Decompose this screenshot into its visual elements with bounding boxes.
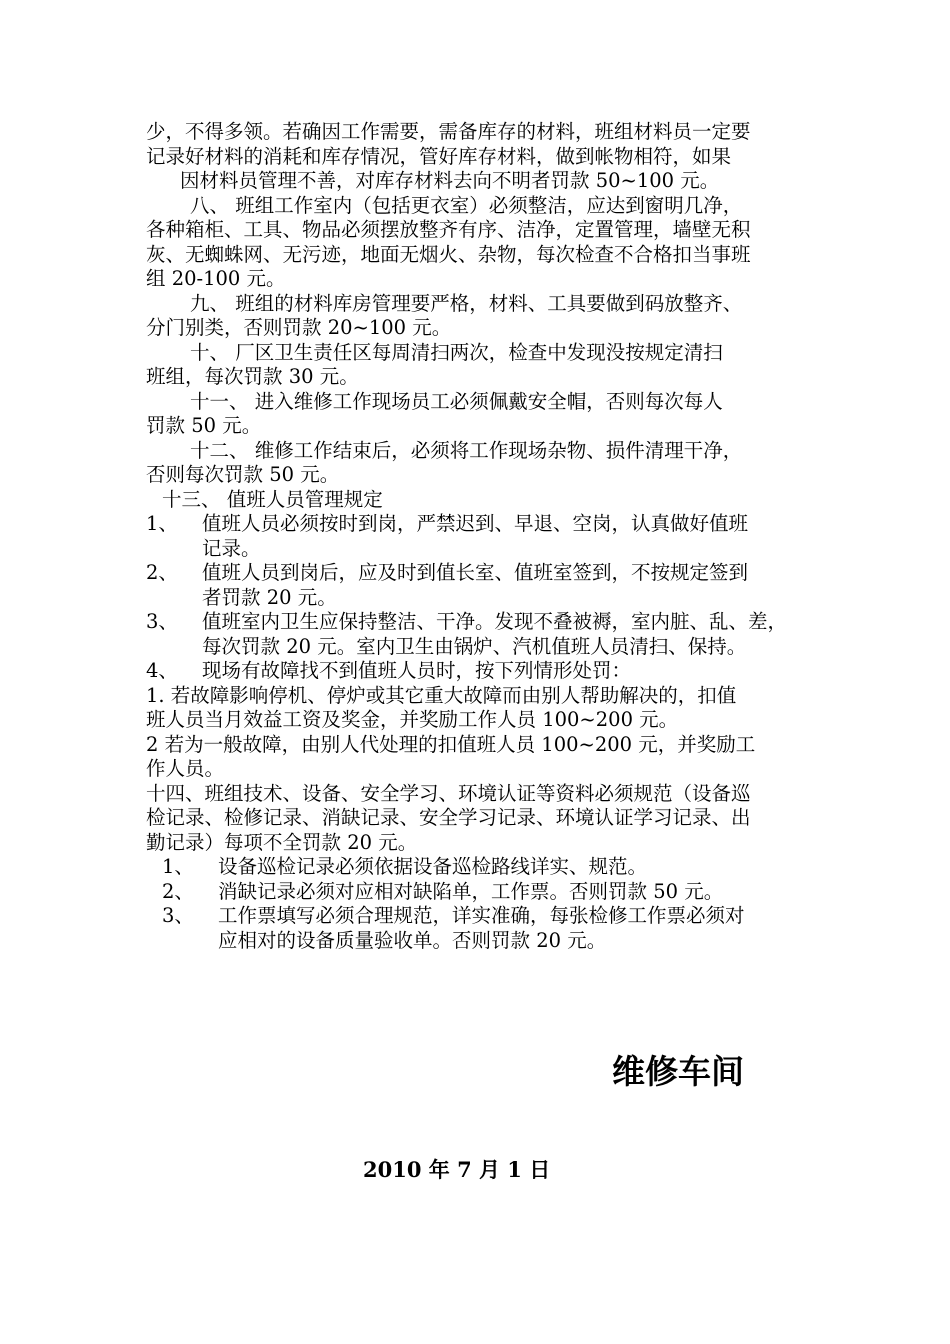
text-line: 分门别类，否则罚款 20~100 元。: [146, 316, 452, 339]
list-number: 1、: [146, 512, 178, 535]
text-line: 十二、 维修工作结束后，必须将工作现场杂物、损件清理干净，: [190, 438, 743, 462]
text-line: 十四、班组技术、设备、安全学习、环境认证等资料必须规范（设备巡: [146, 781, 751, 805]
list-item-continuation: 记录。: [202, 536, 261, 560]
text-line: 组 20-100 元。: [146, 267, 286, 290]
list-text: 值班人员到岗后，应及时到值长室、值班室签到，不按规定签到: [202, 561, 749, 584]
text-line: 十、 厂区卫生责任区每周清扫两次，检查中发现没按规定清扫: [190, 340, 723, 364]
document-body: [146, 120, 814, 953]
text-line: 少，不得多领。若确因工作需要，需备库存的材料，班组材料员一定要: [146, 120, 751, 143]
text-line: 勤记录）每项不全罚款 20 元。: [146, 830, 418, 854]
signature-department: 维修车间: [612, 1052, 744, 1091]
list-text: 消缺记录必须对应相对缺陷单，工作票。否则罚款 50 元。: [218, 879, 724, 903]
list-item: [146, 855, 814, 880]
list-number: 3、: [162, 904, 194, 927]
text-line: 检记录、检修记录、消缺记录、安全学习记录、环境认证学习记录、出: [146, 806, 751, 829]
text-line: 1. 若故障影响停机、停炉或其它重大故障而由别人帮助解决的，扣值: [146, 683, 737, 707]
list-item: [146, 880, 814, 905]
document-date: 2010 年 7 月 1 日: [363, 1157, 551, 1182]
text-line: 九、 班组的材料库房管理要严格，材料、工具要做到码放整齐、: [190, 291, 743, 315]
list-item: [146, 610, 814, 635]
text-line: 否则每次罚款 50 元。: [146, 463, 340, 486]
list-text: 值班室内卫生应保持整洁、干净。发现不叠被褥，室内脏、乱、差，: [202, 610, 788, 633]
text-line: 十一、 进入维修工作现场员工必须佩戴安全帽，否则每次每人: [190, 389, 723, 413]
list-item-continuation: 应相对的设备质量验收单。否则罚款 20 元。: [218, 928, 607, 952]
list-item-continuation: 者罚款 20 元。: [202, 585, 337, 609]
text-line: 灰、无蜘蛛网、无污迹，地面无烟火、杂物，每次检查不合格扣当事班: [146, 242, 751, 266]
text-line: 因材料员管理不善，对库存材料去向不明者罚款 50~100 元。: [180, 169, 720, 192]
list-text: 现场有故障找不到值班人员时，按下列情形处罚：: [202, 659, 632, 682]
text-line: 八、 班组工作室内（包括更衣室）必须整洁，应达到窗明几净，: [190, 193, 743, 217]
list-text: 工作票填写必须合理规范，详实准确，每张检修工作票必须对: [218, 904, 745, 927]
list-item: [146, 659, 814, 684]
text-line: 作人员。: [146, 757, 225, 780]
list-text: 值班人员必须按时到岗，严禁迟到、早退、空岗，认真做好值班: [202, 512, 749, 535]
list-number: 2、: [162, 879, 194, 903]
list-item-continuation: 每次罚款 20 元。室内卫生由锅炉、汽机值班人员清扫、保持。: [202, 634, 747, 658]
text-line: 各种箱柜、工具、物品必须摆放整齐有序、洁净，定置管理，墙壁无积: [146, 218, 751, 241]
list-number: 3、: [146, 610, 178, 633]
list-item: [146, 561, 814, 586]
list-item: [146, 512, 814, 537]
text-line: 班组，每次罚款 30 元。: [146, 365, 359, 388]
list-item: [146, 904, 814, 929]
list-number: 1、: [162, 855, 194, 878]
text-line: 2 若为一般故障，由别人代处理的扣值班人员 100~200 元，并奖励工: [146, 732, 756, 756]
list-number: 4、: [146, 659, 178, 682]
text-line: 罚款 50 元。: [146, 414, 262, 437]
list-text: 设备巡检记录必须依据设备巡检路线详实、规范。: [218, 855, 648, 878]
text-line: 班人员当月效益工资及奖金，并奖励工作人员 100~200 元。: [146, 708, 679, 731]
list-number: 2、: [146, 561, 178, 584]
section-heading: 十三、 值班人员管理规定: [162, 487, 383, 511]
text-line: 记录好材料的消耗和库存情况，管好库存材料，做到帐物相符，如果: [146, 144, 732, 168]
